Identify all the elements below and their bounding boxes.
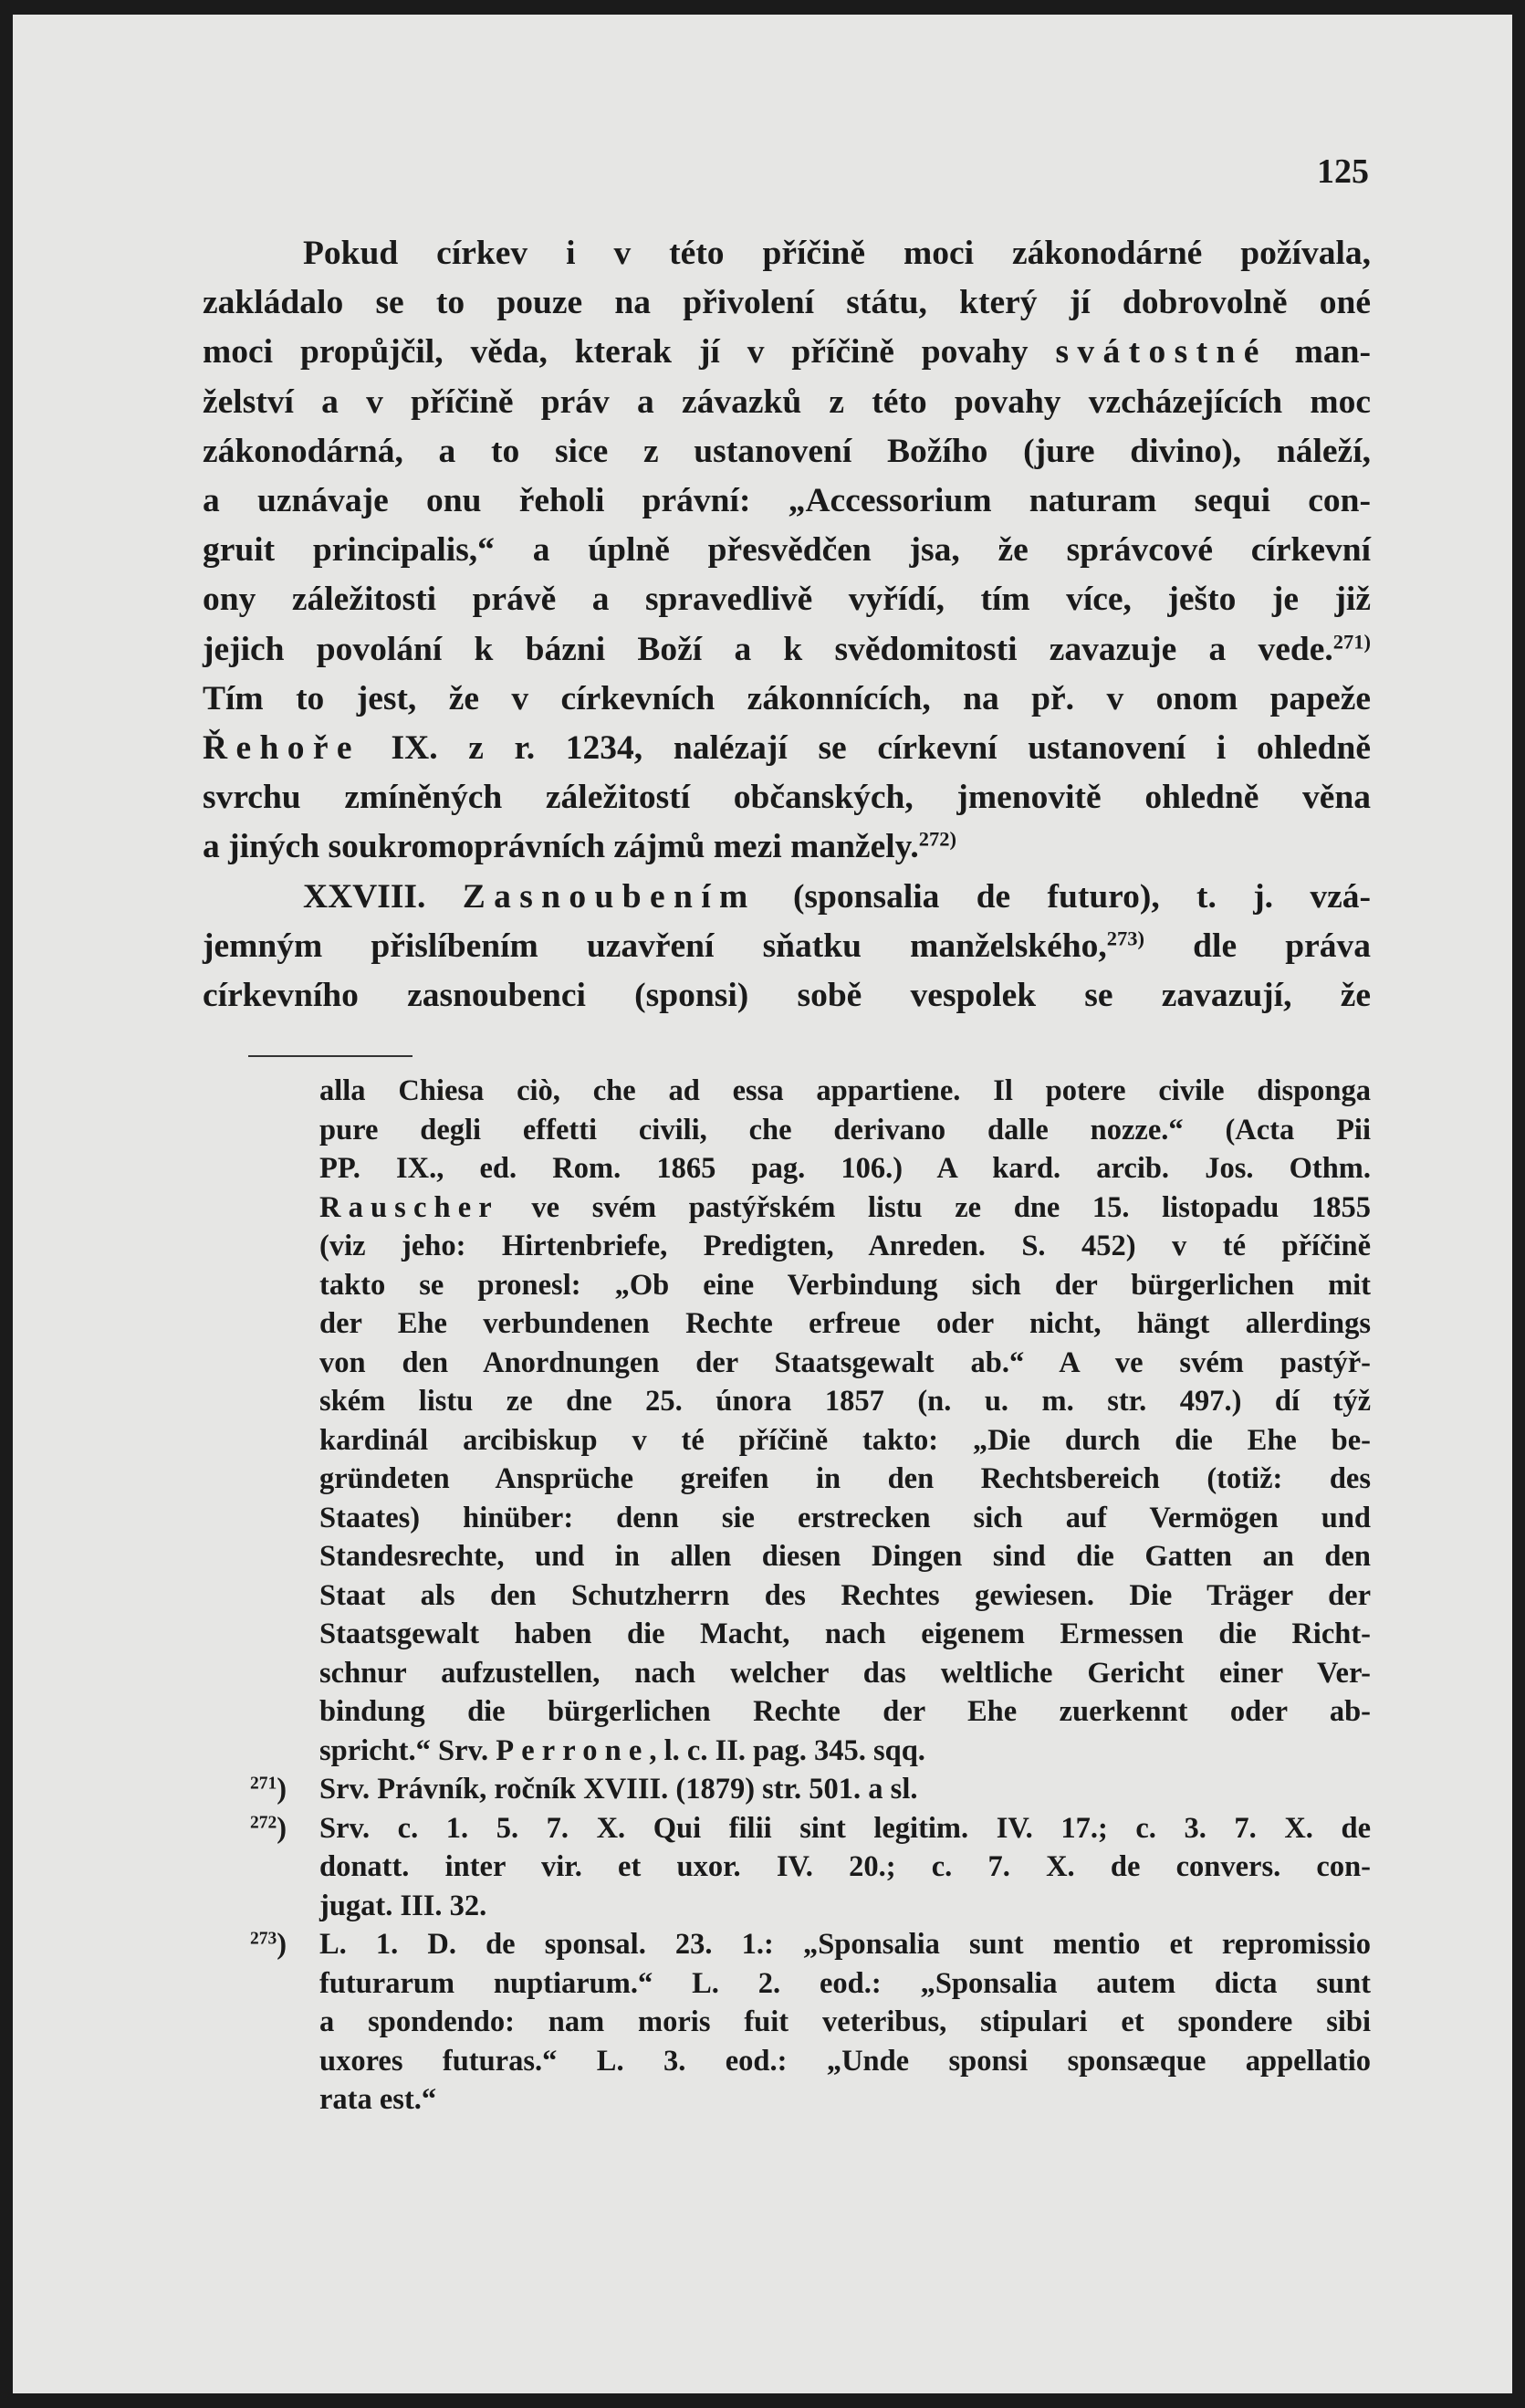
text-run: a spondendo: nam moris fuit veteribus, stipulari et spondere sibi: [319, 2005, 1371, 2038]
text-run: von den Anordnungen der Staatsgewalt ab.“ A ve svém pastýř-: [319, 1345, 1371, 1379]
text-line: [203, 278, 1371, 328]
page-number: 125: [1317, 152, 1369, 191]
footnote-line: [203, 1344, 1371, 1383]
text-run: Tím to jest, že v církevních zákonnících, na př. v onom papeže: [203, 679, 1371, 717]
footnote-number: 272: [250, 1812, 277, 1832]
text-run: zakládalo se to pouze na přivolení státu, který jí dobrovolně oné: [203, 284, 1371, 322]
footnote-line: [203, 2003, 1371, 2042]
text-run: a uznávaje onu řeholi právní: „Accessorium naturam sequi con-: [203, 482, 1371, 520]
text-run: Staatsgewalt haben die Macht, nach eigenem Ermessen die Richt-: [319, 1618, 1371, 1650]
footnote-line: [203, 1149, 1371, 1188]
text-run: Srv. c. 1. 5. 7. X. Qui filii sint legitim. IV. 17.; c. 3. 7. X. de: [319, 1811, 1371, 1845]
footnote-marker: $^{273}$): [250, 1928, 287, 1961]
text-line: [203, 575, 1371, 624]
text-run: Staates) hinüber: denn sie erstrecken sich auf Vermögen und: [319, 1501, 1371, 1534]
text-run: futurarum nuptiarum.“ L. 2. eod.: „Sponsalia autem dicta sunt: [319, 1966, 1371, 2000]
footnote-line: [203, 2080, 1371, 2120]
text-run: Pokud církev i v této příčině moci zákonodárné požívala,: [303, 235, 1371, 272]
footnote-line: [203, 1925, 1371, 1964]
footnote-line: [203, 1809, 1371, 1848]
text-run: alla Chiesa ciò, che ad essa appartiene. Il potere civile disponga: [319, 1074, 1371, 1107]
text-run: , l. c. II. pag. 345. sqq.: [649, 1733, 925, 1767]
text-line: [203, 378, 1371, 427]
text-line: [203, 922, 1371, 971]
text-run: pure degli effetti civili, che derivano dalle nozze.“ (Acta Pii: [319, 1113, 1371, 1146]
text-line: [203, 773, 1371, 822]
footnote-line: [203, 1382, 1371, 1421]
footnote-line: [203, 1964, 1371, 2004]
footnote-line: [203, 1460, 1371, 1499]
text-line: [203, 229, 1371, 278]
footnote-line: [203, 1692, 1371, 1732]
footnote-line: [203, 1654, 1371, 1693]
text-line: [203, 625, 1371, 675]
text-run: dle práva: [1144, 927, 1372, 965]
footnote-line: [203, 1421, 1371, 1461]
footnote-line: [203, 1537, 1371, 1576]
footnote-line: [203, 2042, 1371, 2081]
text-run: gruit principalis,“ a úplně přesvědčen jsa, že správcové církevní: [203, 531, 1371, 570]
text-run: ony záležitosti právě a spravedlivě vyřídí, tím více, ješto je již: [203, 581, 1371, 619]
footnote-line: [203, 1072, 1371, 1111]
text-run: (viz jeho: Hirtenbriefe, Predigten, Anreden. S. 452) v té příčině: [319, 1230, 1371, 1262]
text-run: PP. IX., ed. Rom. 1865 pag. 106.) A kard. arcib. Jos. Othm.: [319, 1152, 1371, 1185]
footnote-marker: $^{272}$): [250, 1811, 287, 1845]
footnote-line: [203, 1615, 1371, 1654]
footnote-marker: $^{271}$): [250, 1773, 287, 1806]
text-line: [203, 328, 1371, 377]
text-run: jemným přislíbením uzavření sňatku manželského,: [203, 927, 1107, 965]
text-run: schnur aufzustellen, nach welcher das weltliche Gericht einer Ver-: [319, 1656, 1371, 1690]
footnotes-block: [203, 1072, 1371, 2120]
footnote-line: [203, 1887, 1371, 1926]
text-run: Standesrechte, und in allen diesen Dingen sind die Gatten an den: [319, 1540, 1371, 1573]
text-line: [203, 971, 1371, 1021]
text-run: L. 1. D. de sponsal. 23. 1.: „Sponsalia sunt mentio et repromissio: [319, 1928, 1371, 1961]
spaced-text: svátostné: [1055, 333, 1268, 372]
footnote-reference: 272): [918, 828, 956, 852]
footnote-reference: 271): [1332, 630, 1371, 654]
text-run: Staat als den Schutzherrn des Rechtes gewiesen. Die Träger der: [319, 1578, 1371, 1612]
text-run: jugat. III. 32.: [319, 1889, 487, 1922]
footnote-line: [203, 1111, 1371, 1150]
spaced-text: Perrone: [496, 1733, 650, 1767]
text-run: želství a v příčině práv a závazků z této povahy vzcházejících moc: [203, 382, 1371, 421]
spaced-text: Rauscher: [319, 1190, 499, 1224]
footnote-number: 273: [250, 1929, 277, 1949]
footnote-line: [203, 1732, 1371, 1771]
text-run: církevního zasnoubenci (sponsi) sobě vespolek se zavazují, že: [203, 977, 1371, 1015]
text-run: ském listu ze dne 25. února 1857 (n. u. m. str. 497.) dí týž: [319, 1385, 1371, 1418]
text-run: rata est.“: [319, 2083, 437, 2116]
spaced-text: Řehoře: [203, 729, 360, 768]
text-run: moci propůjčil, věda, kterak jí v příčině povahy: [203, 333, 1056, 372]
footnote-line: [203, 1227, 1371, 1266]
footnote-line: [203, 1499, 1371, 1538]
text-line: [203, 822, 1371, 872]
text-run: ve svém pastýřském listu ze dne 15. listopadu 1855: [498, 1190, 1371, 1224]
text-run: gründeten Ansprüche greifen in den Rechtsbereich (totiž: des: [319, 1462, 1371, 1495]
text-run: bindung die bürgerlichen Rechte der Ehe zuerkennt oder ab-: [319, 1695, 1371, 1728]
text-run: der Ehe verbundenen Rechte erfreue oder nicht, hängt allerdings: [319, 1307, 1371, 1340]
text-run: takto se pronesl: „Ob eine Verbindung sich der bürgerlichen mit: [319, 1268, 1371, 1302]
text-run: Srv. Právník, ročník XVIII. (1879) str. 501. a sl.: [319, 1773, 918, 1806]
text-line: [203, 724, 1371, 773]
text-run: IX. z r. 1234, nalézají se církevní ustanovení i ohledně: [360, 729, 1371, 768]
main-text-block: [203, 229, 1371, 1021]
text-run: (sponsalia de futuro), t. j. vzá-: [756, 877, 1371, 916]
text-run: XXVIII.: [303, 877, 463, 916]
text-run: svrchu zmíněných záležitostí občanských, jmenovitě ohledně věna: [203, 779, 1371, 817]
spaced-text: Zasnoubením: [462, 877, 757, 916]
text-run: zákonodárná, a to sice z ustanovení Božího (jure divino), náleží,: [203, 432, 1371, 470]
text-line: [203, 873, 1371, 922]
text-run: a jiných soukromoprávních zájmů mezi manžely.: [203, 828, 919, 866]
footnote-number: 271: [250, 1774, 277, 1794]
text-line: [203, 675, 1371, 724]
footnote-reference: 273): [1106, 927, 1145, 950]
text-line: [203, 526, 1371, 575]
text-run: donatt. inter vir. et uxor. IV. 20.; c. 7. X. de convers. con-: [319, 1850, 1371, 1883]
text-run: kardinál arcibiskup v té příčině takto: „Die durch die Ehe be-: [319, 1423, 1371, 1457]
text-run: man-: [1267, 333, 1371, 372]
footnote-line: [203, 1848, 1371, 1887]
book-page: [13, 15, 1512, 2393]
text-run: uxores futuras.“ L. 3. eod.: „Unde sponsi sponsæque appellatio: [319, 2044, 1371, 2078]
footnote-line: [203, 1576, 1371, 1616]
text-run: jejich povolání k bázni Boží a k svědomitosti zavazuje a vede.: [203, 630, 1333, 668]
footnote-line: [203, 1304, 1371, 1344]
text-run: spricht.“ Srv.: [319, 1733, 496, 1767]
footnote-line: [203, 1770, 1371, 1809]
footnote-line: [203, 1188, 1371, 1228]
text-line: [203, 427, 1371, 476]
text-line: [203, 476, 1371, 526]
footnote-divider: [248, 1055, 413, 1057]
footnote-line: [203, 1266, 1371, 1305]
